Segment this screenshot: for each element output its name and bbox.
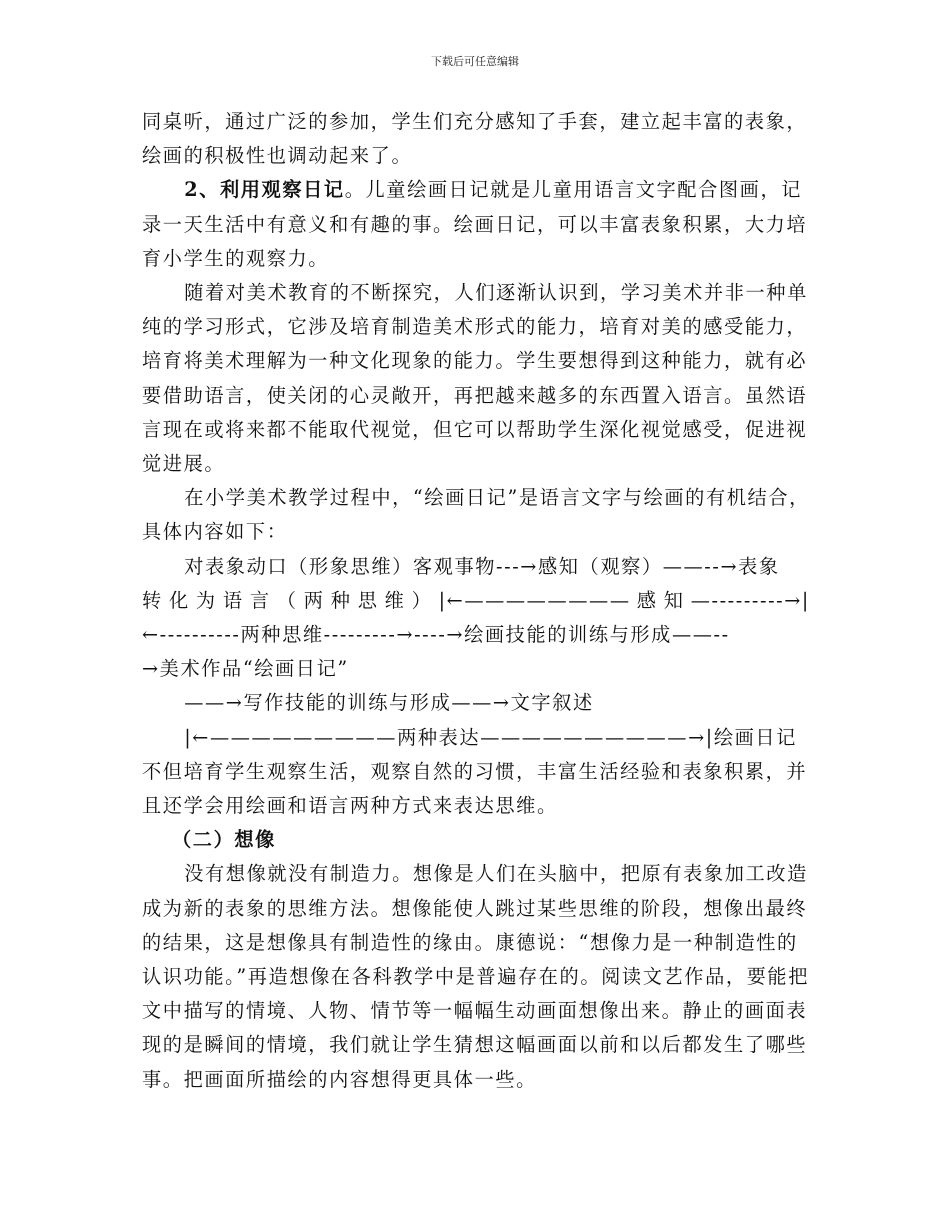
paragraph-imagination: 没有想像就没有制造力。想像是人们在头脑中，把原有表象加工改造成为新的表象的思维方法。想像能使人跳过某些思维的阶段，想像出最终的结果，这是想像具有制造性的缘由。康德说：“想像力是一种制造性的认识功能。”再造想像在各科教学中是普遍存在的。阅读文艺作品，要能把文中描写的情境、人物、情节等一幅幅生动画面想像出来。静止的画面表现的是瞬间的情境，我们就让学生猜想这幅画面以前和以后都发生了哪些事。把画面所描绘的内容想得更具体一些。 [142, 862, 810, 1091]
diagram-line-1: 对表象动口（形象思维）客观事物---→感知（观察）——--→表象 [184, 554, 780, 578]
paragraph-painting-diary-intro: 在小学美术教学过程中，“绘画日记”是语言文字与绘画的有机结合，具体内容如下： [142, 486, 810, 544]
observation-diary-heading: 2、利用观察日记 [184, 178, 345, 202]
paragraph-observation-diary [142, 173, 810, 276]
diagram-line-4: →美术作品“绘画日记” [142, 657, 349, 681]
document-body [142, 105, 810, 1097]
page-header-note: 下载后可任意编辑 [431, 55, 519, 68]
section-heading-imagination: （二）想像 [172, 828, 276, 852]
diagram-line-5: ——→写作技能的训练与形成——→文字叙述 [184, 691, 594, 715]
paragraph-gloves: 同桌听，通过广泛的参加，学生们充分感知了手套，建立起丰富的表象，绘画的积极性也调动起来了。 [142, 110, 808, 168]
diagram-line-6: |←—————————两种表达——————————→|绘画日记不但培育学生观察生活，观察自然的习惯，丰富生活经验和表象积累，并且还学会用绘画和语言两种方式来表达思维。 [142, 725, 808, 818]
observation-diary-text: 。儿童绘画日记就是儿童用语言文字配合图画，记录一天生活中有意义和有趣的事。绘画日记，可以丰富表象积累，大力培育小学生的观察力。 [142, 178, 808, 270]
diagram-line-3: ←----------两种思维---------→----→绘画技能的训练与形成——-- [142, 623, 730, 647]
diagram-line-2: 转化为语言（两种思维）|←————————感知—---------→| [142, 588, 810, 612]
paragraph-art-education: 随着对美术教育的不断探究，人们逐渐认识到，学习美术并非一种单纯的学习形式，它涉及培育制造美术形式的能力，培育对美的感受能力，培育将美术理解为一种文化现象的能力。学生要想得到这种能力，就有必要借助语言，使关闭的心灵敞开，再把越来越多的东西置入语言。虽然语言现在或将来都不能取代视觉，但它可以帮助学生深化视觉感受，促进视觉进展。 [142, 281, 808, 476]
